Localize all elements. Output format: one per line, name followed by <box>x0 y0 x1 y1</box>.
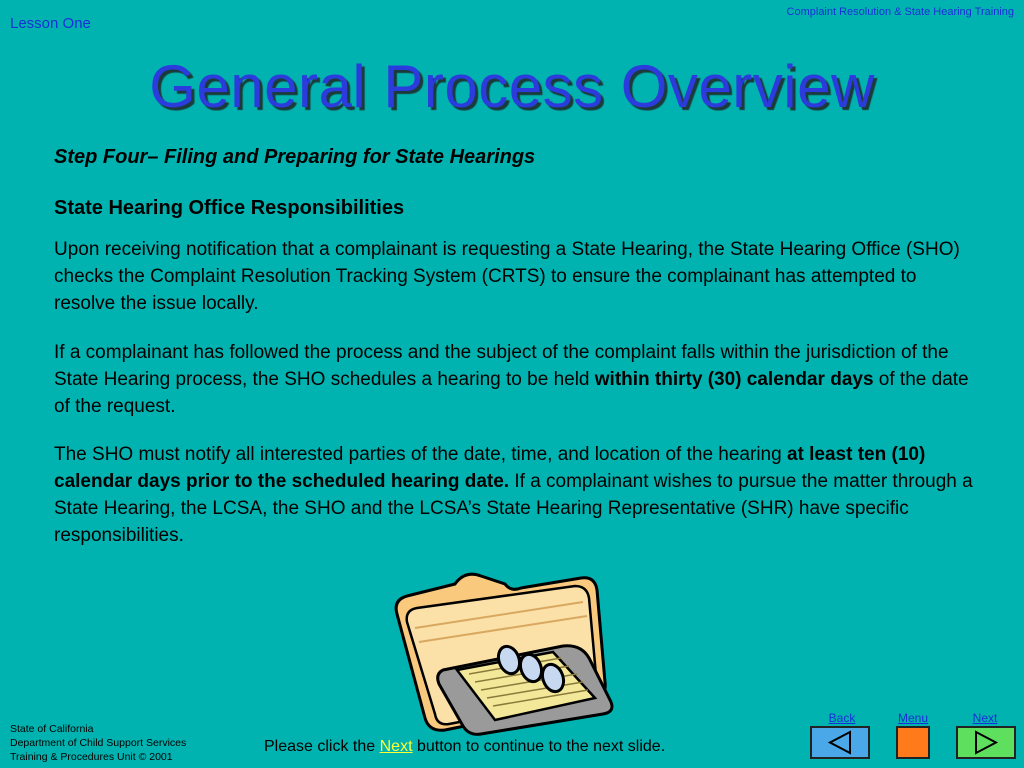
org-line-department: Department of Child Support Services <box>10 737 187 749</box>
continue-text-a: Please click the <box>264 738 380 755</box>
paragraph-notify-parties <box>54 441 974 549</box>
menu-label[interactable]: Menu <box>897 711 929 725</box>
next-link[interactable]: Next <box>379 738 413 755</box>
paragraph-notify-text-a: The SHO must notify all interested parties of the date, time, and location of the hearing <box>54 444 787 465</box>
next-button[interactable] <box>956 726 1016 759</box>
organization-info <box>10 722 186 764</box>
org-line-unit: Training & Procedures Unit © 2001 <box>10 751 173 763</box>
org-line-state: State of California <box>10 723 94 735</box>
menu-button[interactable] <box>896 726 930 759</box>
arrow-left-icon <box>812 728 868 757</box>
course-title: Complaint Resolution & State Hearing Training <box>786 6 1014 18</box>
paragraph-notify-text-b: If a complainant wishes to pursue the matter through a State Hearing, the LCSA, the SHO and the LCSA’s State Hearing Representative (SHR) have specific responsibilities. <box>54 471 973 546</box>
paragraph-notify-emphasis: at least ten (10) calendar days prior to the scheduled hearing date. <box>54 444 926 492</box>
folder-with-planner-icon <box>385 562 620 737</box>
paragraph-scheduling <box>54 339 974 420</box>
paragraph-notification: Upon receiving notification that a complainant is requesting a State Hearing, the State Hearing Office (SHO) checks the Complaint Resolution Tracking System (CRTS) to ensure the complainant has attempted to resolve the issue locally. <box>54 239 960 314</box>
continue-instruction <box>264 738 665 756</box>
next-label[interactable]: Next <box>972 711 998 725</box>
paragraph-scheduling-emphasis: within thirty (30) calendar days <box>594 369 874 390</box>
paragraph-scheduling-text-b: of the date of the request. <box>54 369 969 417</box>
slide-title: General Process Overview <box>149 53 875 120</box>
back-button[interactable] <box>810 726 870 759</box>
arrow-right-icon <box>958 728 1014 757</box>
lesson-label: Lesson One <box>10 15 91 32</box>
step-heading: Step Four– Filing and Preparing for State Hearings <box>54 146 536 168</box>
back-label[interactable]: Back <box>828 711 856 725</box>
paragraph-scheduling-text-a: If a complainant has followed the process and the subject of the complaint falls within the jurisdiction of the State Hearing process, the SHO schedules a hearing to be held <box>54 342 949 390</box>
continue-text-b: button to continue to the next slide. <box>412 738 666 755</box>
section-subheading: State Hearing Office Responsibilities <box>54 197 405 219</box>
